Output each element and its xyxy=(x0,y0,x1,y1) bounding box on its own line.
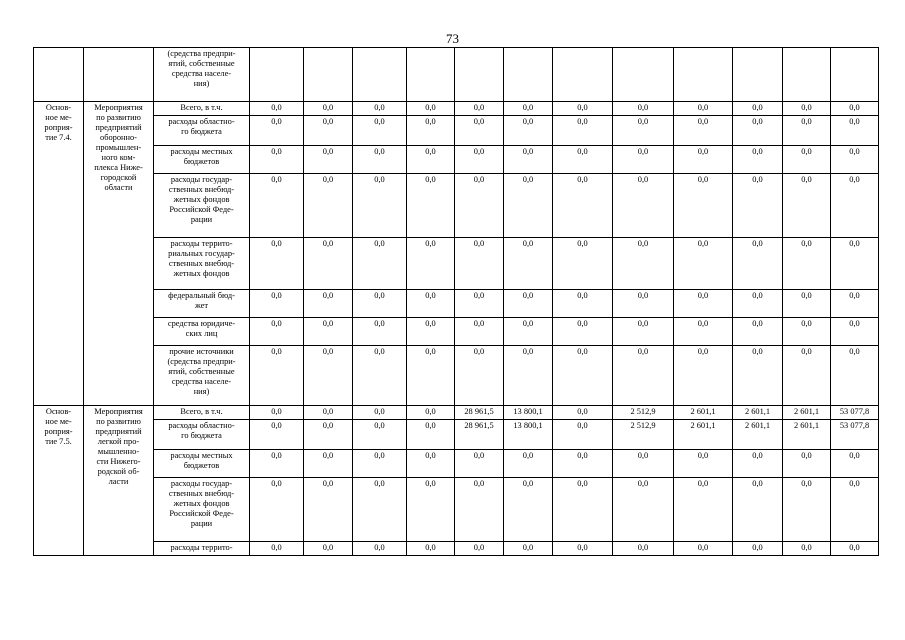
value-cell: 0,0 xyxy=(304,102,353,116)
value-cell: 0,0 xyxy=(553,146,613,174)
value-cell: 0,0 xyxy=(304,406,353,420)
value-cell: 0,0 xyxy=(831,146,879,174)
value-cell: 0,0 xyxy=(553,174,613,238)
value-cell: 0,0 xyxy=(304,290,353,318)
value-cell: 0,0 xyxy=(613,290,674,318)
value-cell: 2 601,1 xyxy=(783,420,831,450)
value-cell: 0,0 xyxy=(353,116,407,146)
page-number: 73 xyxy=(446,31,459,46)
table-row xyxy=(34,146,879,174)
source-cell: расходы местных бюджетов xyxy=(154,146,250,174)
source-cell: расходы государ- ственных внебюд- жетных фондов Российской Феде- рации xyxy=(154,478,250,542)
table-row xyxy=(34,542,879,556)
value-cell: 2 512,9 xyxy=(613,406,674,420)
value-cell: 0,0 xyxy=(504,478,553,542)
value-cell: 0,0 xyxy=(353,406,407,420)
value-cell: 0,0 xyxy=(250,116,304,146)
value-cell: 0,0 xyxy=(783,478,831,542)
value-cell: 0,0 xyxy=(831,238,879,290)
value-cell: 0,0 xyxy=(674,174,733,238)
activity-cell xyxy=(34,48,84,102)
value-cell: 28 961,5 xyxy=(455,406,504,420)
value-cell: 0,0 xyxy=(733,174,783,238)
value-cell: 0,0 xyxy=(674,102,733,116)
value-cell: 0,0 xyxy=(504,450,553,478)
value-cell: 0,0 xyxy=(783,318,831,346)
value-cell: 0,0 xyxy=(613,146,674,174)
value-cell: 0,0 xyxy=(407,116,455,146)
value-cell: 13 800,1 xyxy=(504,406,553,420)
value-cell: 0,0 xyxy=(455,146,504,174)
value-cell: 0,0 xyxy=(455,346,504,406)
value-cell: 0,0 xyxy=(831,174,879,238)
value-cell: 0,0 xyxy=(613,238,674,290)
value-cell: 0,0 xyxy=(353,318,407,346)
value-cell: 0,0 xyxy=(553,450,613,478)
value-cell: 2 601,1 xyxy=(783,406,831,420)
value-cell: 0,0 xyxy=(304,450,353,478)
value-cell: 0,0 xyxy=(733,450,783,478)
value-cell: 0,0 xyxy=(733,146,783,174)
value-cell: 0,0 xyxy=(250,102,304,116)
value-cell: 0,0 xyxy=(553,290,613,318)
table-row xyxy=(34,450,879,478)
value-cell: 0,0 xyxy=(353,290,407,318)
source-cell: Всего, в т.ч. xyxy=(154,406,250,420)
activity-cell: Основ- ное ме- роприя- тие 7.4. xyxy=(34,102,84,406)
value-cell: 0,0 xyxy=(407,290,455,318)
source-cell: расходы террито- риальных государ- ственных внебюд- жетных фондов xyxy=(154,238,250,290)
value-cell: 28 961,5 xyxy=(455,420,504,450)
value-cell: 2 601,1 xyxy=(674,406,733,420)
value-cell: 0,0 xyxy=(553,542,613,556)
table-row xyxy=(34,116,879,146)
value-cell: 0,0 xyxy=(831,450,879,478)
value-cell: 0,0 xyxy=(783,346,831,406)
value-cell: 0,0 xyxy=(613,450,674,478)
value-cell: 0,0 xyxy=(353,102,407,116)
value-cell: 0,0 xyxy=(553,406,613,420)
value-cell: 0,0 xyxy=(733,102,783,116)
value-cell: 0,0 xyxy=(831,290,879,318)
value-cell: 0,0 xyxy=(407,174,455,238)
value-cell: 0,0 xyxy=(504,116,553,146)
value-cell: 0,0 xyxy=(783,450,831,478)
value-cell: 2 601,1 xyxy=(733,420,783,450)
value-cell: 0,0 xyxy=(407,318,455,346)
value-cell: 0,0 xyxy=(613,346,674,406)
description-cell xyxy=(84,48,154,102)
value-cell: 0,0 xyxy=(304,420,353,450)
value-cell: 0,0 xyxy=(674,450,733,478)
value-cell: 0,0 xyxy=(733,238,783,290)
value-cell: 0,0 xyxy=(674,238,733,290)
value-cell: 0,0 xyxy=(831,318,879,346)
value-cell: 0,0 xyxy=(674,346,733,406)
value-cell: 0,0 xyxy=(353,478,407,542)
value-cell: 0,0 xyxy=(733,542,783,556)
value-cell: 0,0 xyxy=(831,478,879,542)
value-cell: 0,0 xyxy=(674,290,733,318)
value-cell xyxy=(831,48,879,102)
value-cell: 0,0 xyxy=(407,346,455,406)
value-cell: 0,0 xyxy=(733,318,783,346)
table-row xyxy=(34,238,879,290)
value-cell: 0,0 xyxy=(831,102,879,116)
value-cell: 53 077,8 xyxy=(831,420,879,450)
value-cell: 0,0 xyxy=(407,406,455,420)
value-cell: 0,0 xyxy=(613,116,674,146)
value-cell: 0,0 xyxy=(674,116,733,146)
value-cell: 0,0 xyxy=(407,146,455,174)
value-cell xyxy=(733,48,783,102)
value-cell: 0,0 xyxy=(504,174,553,238)
value-cell: 0,0 xyxy=(613,318,674,346)
value-cell: 0,0 xyxy=(504,542,553,556)
value-cell: 0,0 xyxy=(504,238,553,290)
value-cell: 0,0 xyxy=(250,238,304,290)
value-cell: 0,0 xyxy=(407,542,455,556)
value-cell: 0,0 xyxy=(553,478,613,542)
value-cell xyxy=(783,48,831,102)
value-cell: 0,0 xyxy=(553,116,613,146)
value-cell: 0,0 xyxy=(613,102,674,116)
value-cell: 0,0 xyxy=(783,102,831,116)
value-cell: 0,0 xyxy=(353,174,407,238)
value-cell: 0,0 xyxy=(455,542,504,556)
value-cell: 0,0 xyxy=(250,346,304,406)
value-cell: 0,0 xyxy=(353,346,407,406)
value-cell: 0,0 xyxy=(304,116,353,146)
value-cell: 2 512,9 xyxy=(613,420,674,450)
value-cell: 0,0 xyxy=(455,102,504,116)
value-cell xyxy=(353,48,407,102)
value-cell: 2 601,1 xyxy=(674,420,733,450)
value-cell: 0,0 xyxy=(304,238,353,290)
value-cell: 0,0 xyxy=(304,346,353,406)
value-cell: 13 800,1 xyxy=(504,420,553,450)
value-cell: 0,0 xyxy=(407,102,455,116)
value-cell: 0,0 xyxy=(250,542,304,556)
value-cell: 0,0 xyxy=(553,238,613,290)
value-cell: 0,0 xyxy=(455,290,504,318)
value-cell: 0,0 xyxy=(407,450,455,478)
value-cell: 0,0 xyxy=(250,174,304,238)
value-cell: 0,0 xyxy=(733,346,783,406)
description-cell: Мероприятия по развитию предприятий легкой про- мышленно- сти Нижего- родской об- ласти xyxy=(84,406,154,556)
value-cell: 0,0 xyxy=(455,478,504,542)
value-cell: 0,0 xyxy=(353,420,407,450)
value-cell xyxy=(613,48,674,102)
value-cell: 0,0 xyxy=(733,290,783,318)
value-cell: 0,0 xyxy=(455,238,504,290)
value-cell: 0,0 xyxy=(353,146,407,174)
source-cell: федеральный бюд- жет xyxy=(154,290,250,318)
value-cell: 0,0 xyxy=(733,116,783,146)
value-cell: 0,0 xyxy=(783,116,831,146)
value-cell: 0,0 xyxy=(783,146,831,174)
value-cell: 0,0 xyxy=(504,318,553,346)
table-row xyxy=(34,406,879,420)
value-cell: 0,0 xyxy=(407,420,455,450)
value-cell: 0,0 xyxy=(250,146,304,174)
value-cell: 0,0 xyxy=(783,174,831,238)
value-cell: 0,0 xyxy=(250,478,304,542)
value-cell: 0,0 xyxy=(455,450,504,478)
value-cell: 0,0 xyxy=(783,238,831,290)
table-row xyxy=(34,420,879,450)
value-cell: 0,0 xyxy=(353,450,407,478)
source-cell: расходы террито- xyxy=(154,542,250,556)
table-row xyxy=(34,478,879,542)
value-cell: 0,0 xyxy=(250,450,304,478)
value-cell: 0,0 xyxy=(831,346,879,406)
value-cell: 0,0 xyxy=(455,318,504,346)
description-cell: Мероприятия по развитию предприятий оборонно- промышлен- ного ком- плекса Ниже- городской области xyxy=(84,102,154,406)
value-cell: 0,0 xyxy=(553,102,613,116)
value-cell: 0,0 xyxy=(674,318,733,346)
value-cell: 0,0 xyxy=(504,102,553,116)
value-cell: 0,0 xyxy=(831,542,879,556)
value-cell: 0,0 xyxy=(733,478,783,542)
source-cell: расходы государ- ственных внебюд- жетных фондов Российской Феде- рации xyxy=(154,174,250,238)
value-cell: 0,0 xyxy=(553,420,613,450)
value-cell: 0,0 xyxy=(553,346,613,406)
value-cell: 0,0 xyxy=(407,238,455,290)
value-cell: 0,0 xyxy=(504,146,553,174)
table-row xyxy=(34,346,879,406)
continuation-row xyxy=(34,48,879,102)
value-cell: 0,0 xyxy=(674,542,733,556)
value-cell xyxy=(407,48,455,102)
value-cell: 0,0 xyxy=(831,116,879,146)
source-cell: Всего, в т.ч. xyxy=(154,102,250,116)
value-cell: 0,0 xyxy=(304,318,353,346)
value-cell: 53 077,8 xyxy=(831,406,879,420)
value-cell: 0,0 xyxy=(783,290,831,318)
value-cell: 0,0 xyxy=(304,478,353,542)
value-cell: 0,0 xyxy=(613,478,674,542)
value-cell: 0,0 xyxy=(674,478,733,542)
source-cell: (средства предпри- ятий, собственные средства населе- ния) xyxy=(154,48,250,102)
table-row xyxy=(34,318,879,346)
value-cell: 0,0 xyxy=(250,318,304,346)
source-cell: расходы областно- го бюджета xyxy=(154,116,250,146)
activity-cell: Основ- ное ме- роприя- тие 7.5. xyxy=(34,406,84,556)
value-cell xyxy=(504,48,553,102)
value-cell xyxy=(553,48,613,102)
value-cell xyxy=(455,48,504,102)
table-row xyxy=(34,102,879,116)
source-cell: прочие источники (средства предпри- ятий, собственные средства населе- ния) xyxy=(154,346,250,406)
table-row xyxy=(34,174,879,238)
value-cell xyxy=(250,48,304,102)
value-cell: 0,0 xyxy=(504,346,553,406)
value-cell: 0,0 xyxy=(407,478,455,542)
value-cell: 0,0 xyxy=(353,238,407,290)
value-cell: 0,0 xyxy=(553,318,613,346)
table-row xyxy=(34,290,879,318)
value-cell: 0,0 xyxy=(613,542,674,556)
value-cell: 0,0 xyxy=(455,116,504,146)
value-cell: 0,0 xyxy=(674,146,733,174)
value-cell: 0,0 xyxy=(304,542,353,556)
value-cell: 0,0 xyxy=(250,420,304,450)
value-cell: 0,0 xyxy=(613,174,674,238)
value-cell: 0,0 xyxy=(304,146,353,174)
value-cell: 2 601,1 xyxy=(733,406,783,420)
value-cell: 0,0 xyxy=(250,290,304,318)
source-cell: расходы областно- го бюджета xyxy=(154,420,250,450)
value-cell xyxy=(304,48,353,102)
value-cell: 0,0 xyxy=(250,406,304,420)
value-cell: 0,0 xyxy=(783,542,831,556)
source-cell: расходы местных бюджетов xyxy=(154,450,250,478)
value-cell xyxy=(674,48,733,102)
funding-table xyxy=(33,47,879,556)
value-cell: 0,0 xyxy=(504,290,553,318)
source-cell: средства юридиче- ских лиц xyxy=(154,318,250,346)
value-cell: 0,0 xyxy=(304,174,353,238)
value-cell: 0,0 xyxy=(455,174,504,238)
value-cell: 0,0 xyxy=(353,542,407,556)
